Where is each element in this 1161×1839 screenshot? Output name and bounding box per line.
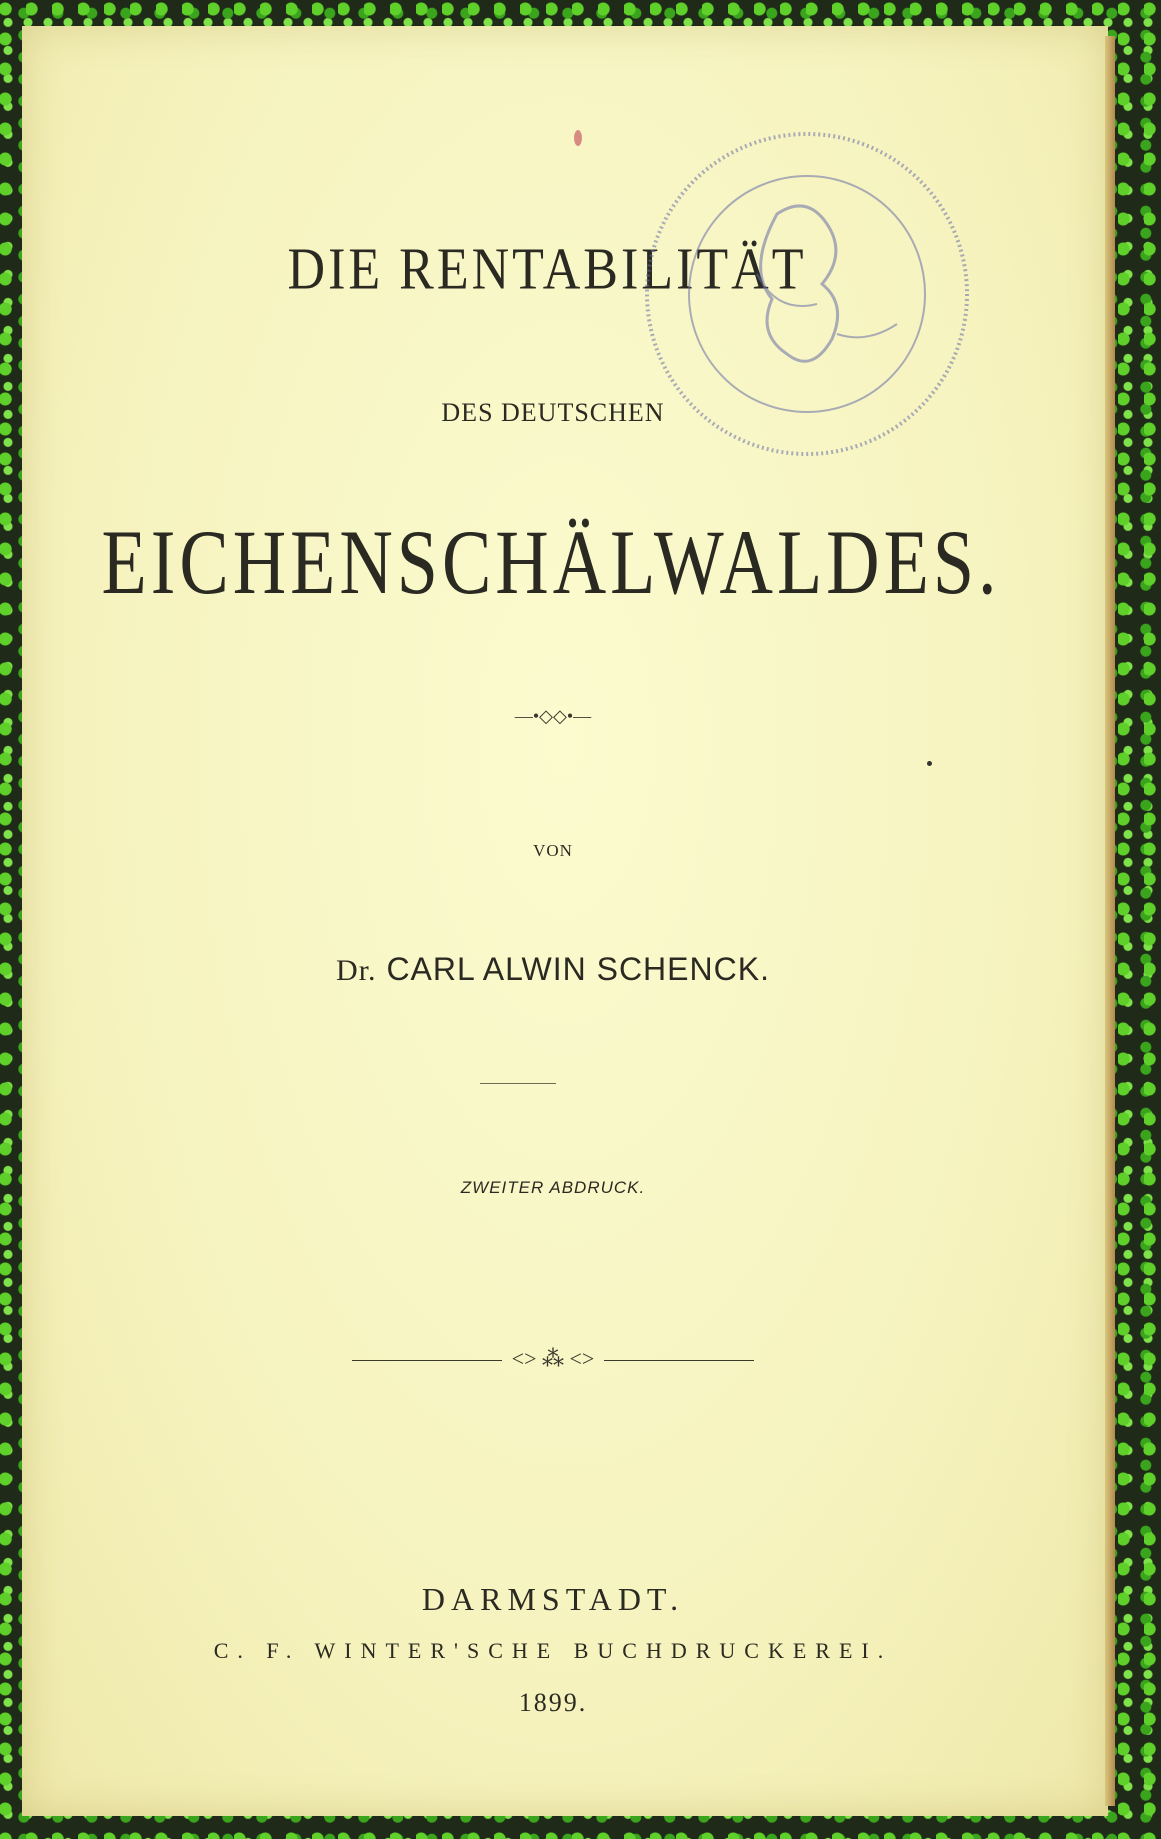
- paper-speck: [927, 761, 932, 766]
- ornament-line-right: [604, 1360, 754, 1361]
- author-prefix: Dr.: [336, 954, 377, 987]
- imprint-place: DARMSTADT.: [421, 1581, 685, 1617]
- ornament-divider-bottom: [10, 1346, 1096, 1372]
- edition-note: ZWEITER ABDRUCK.: [460, 1178, 646, 1197]
- ornament-glyph: <> ⁂ <>: [511, 1346, 595, 1371]
- short-rule: [480, 1083, 556, 1084]
- library-stamp-icon: [637, 124, 977, 464]
- author-fullname: CARL ALWIN SCHENCK.: [386, 951, 770, 987]
- title-line-1: DIE RENTABILITÄT: [287, 236, 807, 303]
- ornament-divider-top: —•◇◇•—: [514, 706, 592, 726]
- page-edge: [1105, 36, 1115, 1806]
- ornament-line-left: [352, 1360, 502, 1361]
- by-label: VON: [533, 841, 573, 860]
- imprint-publisher: C. F. WINTER'SCHE BUCHDRUCKEREI.: [213, 1638, 893, 1663]
- ink-spot: [574, 130, 582, 146]
- imprint-year: 1899.: [518, 1688, 588, 1717]
- title-page: [22, 26, 1108, 1816]
- title-line-2: DES DEUTSCHEN: [441, 398, 665, 427]
- author-name: [10, 951, 1096, 988]
- title-line-3: EICHENSCHÄLWALDES.: [101, 511, 1001, 615]
